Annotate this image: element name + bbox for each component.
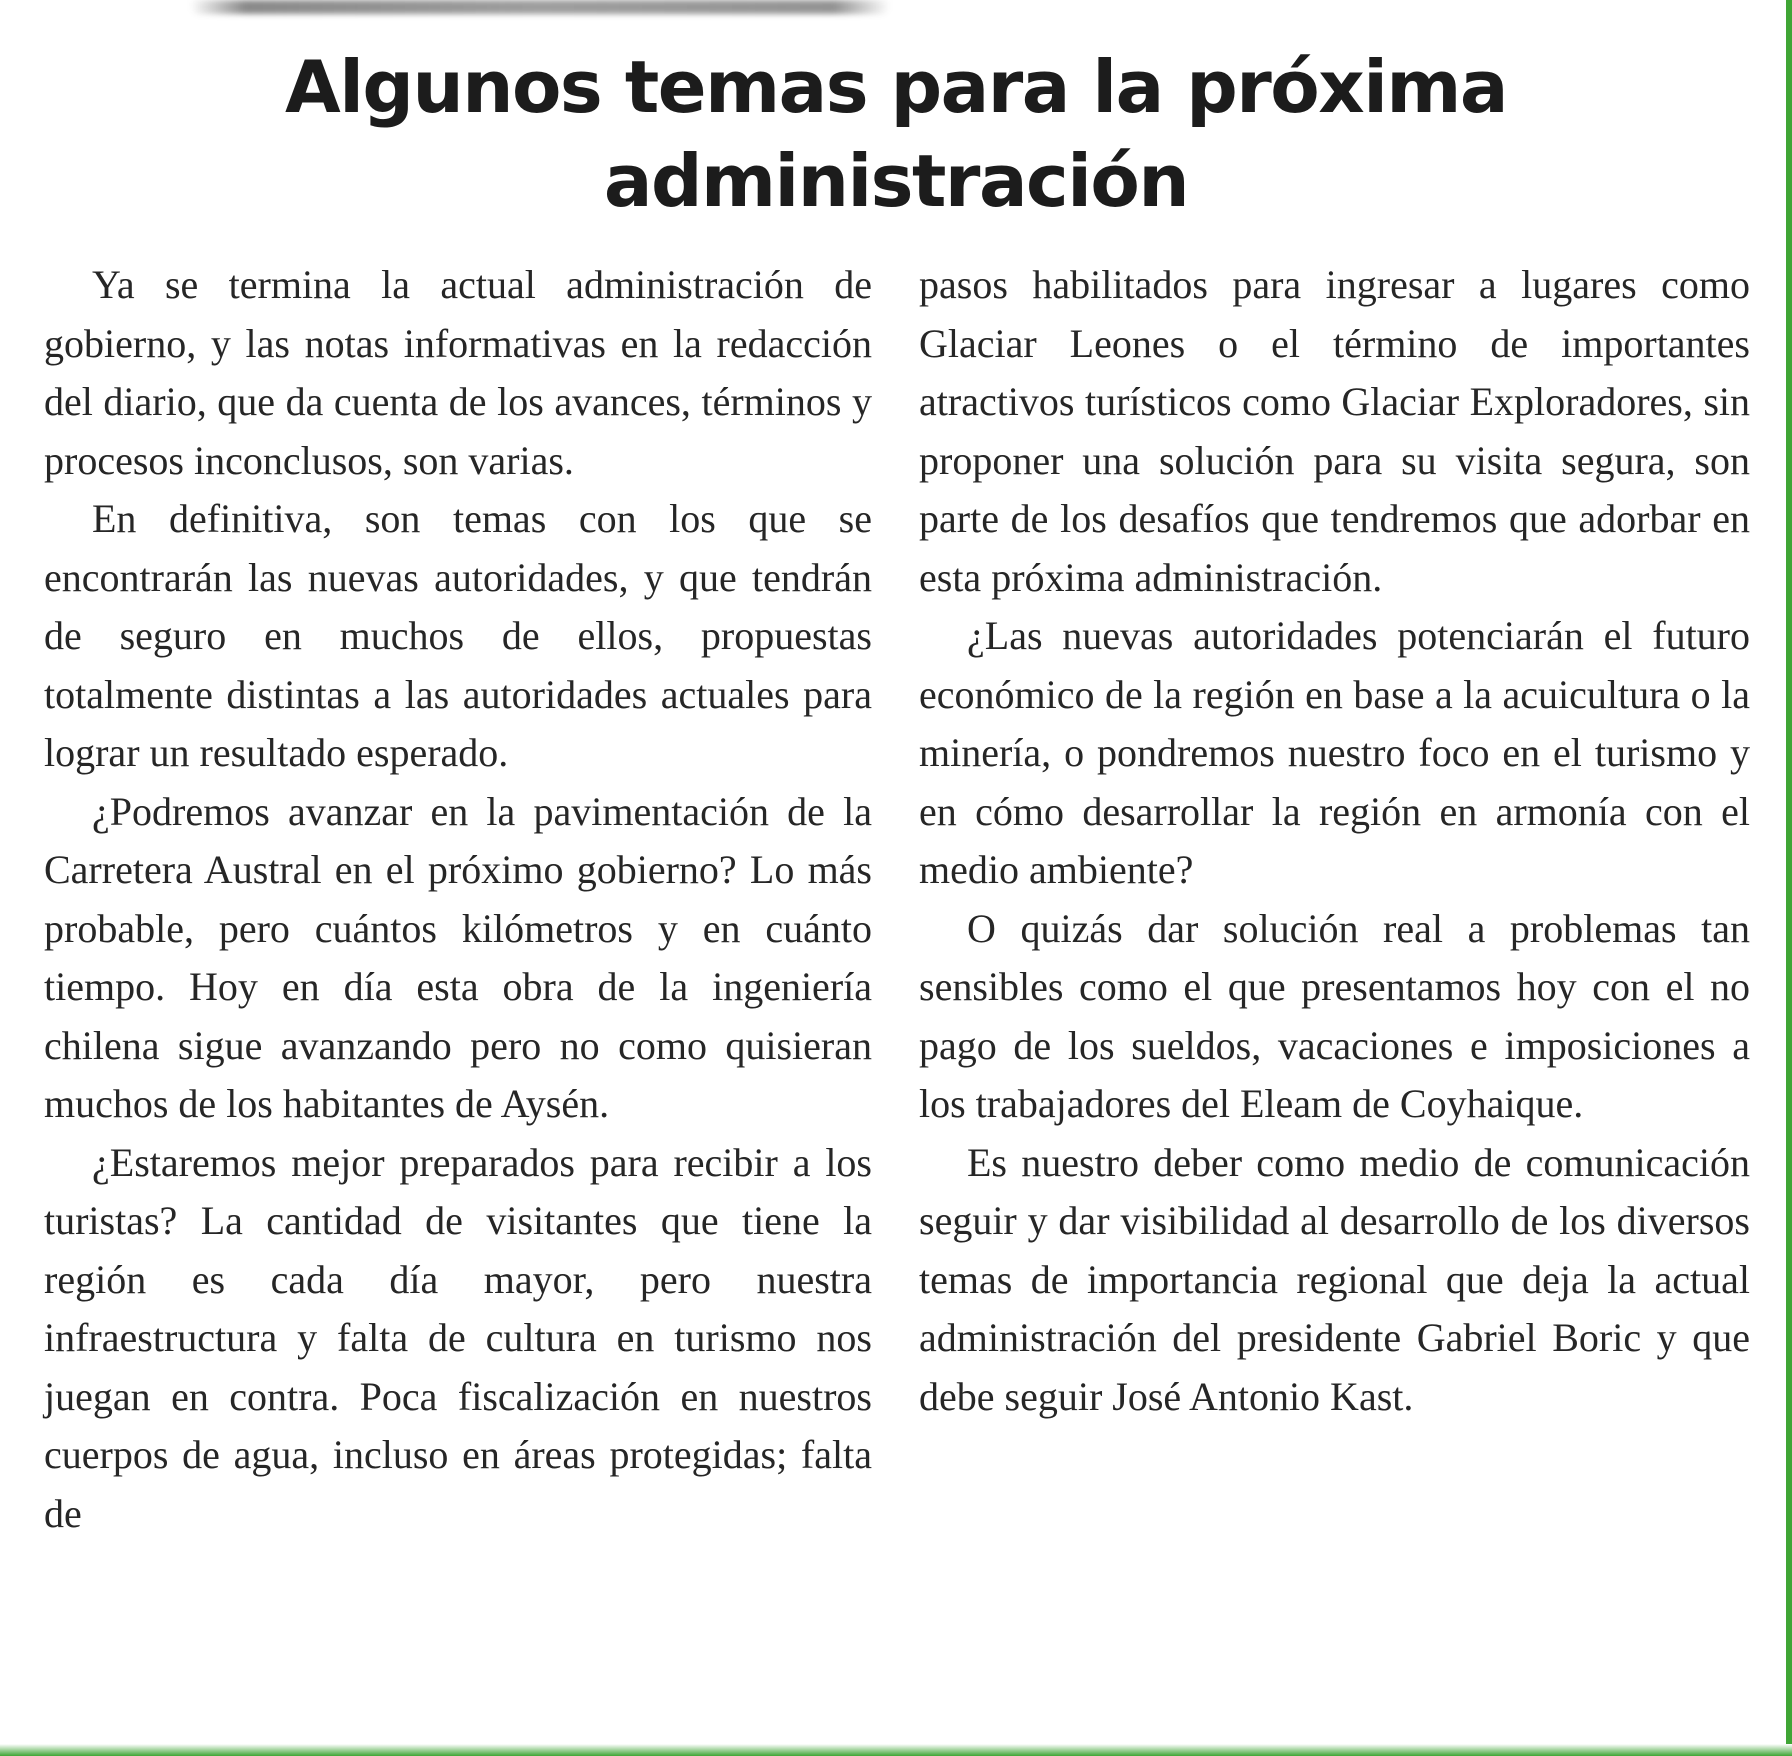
cropped-previous-text	[190, 0, 890, 14]
article-column-right	[919, 256, 1750, 1426]
article-column-left	[44, 256, 872, 1543]
paragraph: Es nuestro deber como medio de comunicación seguir y dar visibilidad al desarrollo de los diversos temas de importancia regional que deja la actual administración del presidente Gabriel Boric y que debe seguir José Antonio Kast.	[919, 1139, 1750, 1419]
paragraph: ¿Las nuevas autoridades potenciarán el futuro económico de la región en base a la acuicultura o la minería, o pondremos nuestro foco en el turismo y en cómo desarrollar la región en armonía con el medio ambiente?	[919, 613, 1750, 892]
paragraph-continued: pasos habilitados para ingresar a lugares como Glaciar Leones o el término de importantes atractivos turísticos como Glaciar Exploradores, sin proponer una solución para su visita segura, son parte de los desafíos que tendremos que adorbar en esta próxima administración.	[919, 262, 1750, 600]
green-frame-right	[1786, 0, 1792, 1756]
paragraph: ¿Estaremos mejor preparados para recibir a los turistas? La cantidad de visitantes que tiene la región es cada día mayor, pero nuestra infraestructura y falta de cultura en turismo nos juegan en contra. Poca fiscalización en nuestros cuerpos de agua, incluso en áreas protegidas; falta de	[44, 1139, 872, 1536]
paragraph: O quizás dar solución real a problemas tan sensibles como el que presentamos hoy con el no pago de los sueldos, vacaciones e imposiciones a los trabajadores del Eleam de Coyhaique.	[919, 905, 1750, 1126]
green-frame-bottom	[0, 1744, 1792, 1756]
paragraph: En definitiva, son temas con los que se encontrarán las nuevas autoridades, y que tendrán de seguro en muchos de ellos, propuestas totalmente distintas a las autoridades actuales para lograr un resultado esperado.	[44, 496, 872, 775]
article-headline: Algunos temas para la próxima administración	[285, 45, 1507, 223]
paragraph: ¿Podremos avanzar en la pavimentación de la Carretera Austral en el próximo gobierno? Lo más probable, pero cuántos kilómetros y en cuánto tiempo. Hoy en día esta obra de la ingeniería chilena sigue avanzando pero no como quisieran muchos de los habitantes de Aysén.	[44, 788, 872, 1126]
paragraph: Ya se termina la actual administración de gobierno, y las notas informativas en la redacción del diario, que da cuenta de los avances, términos y procesos inconclusos, son varias.	[44, 262, 872, 483]
